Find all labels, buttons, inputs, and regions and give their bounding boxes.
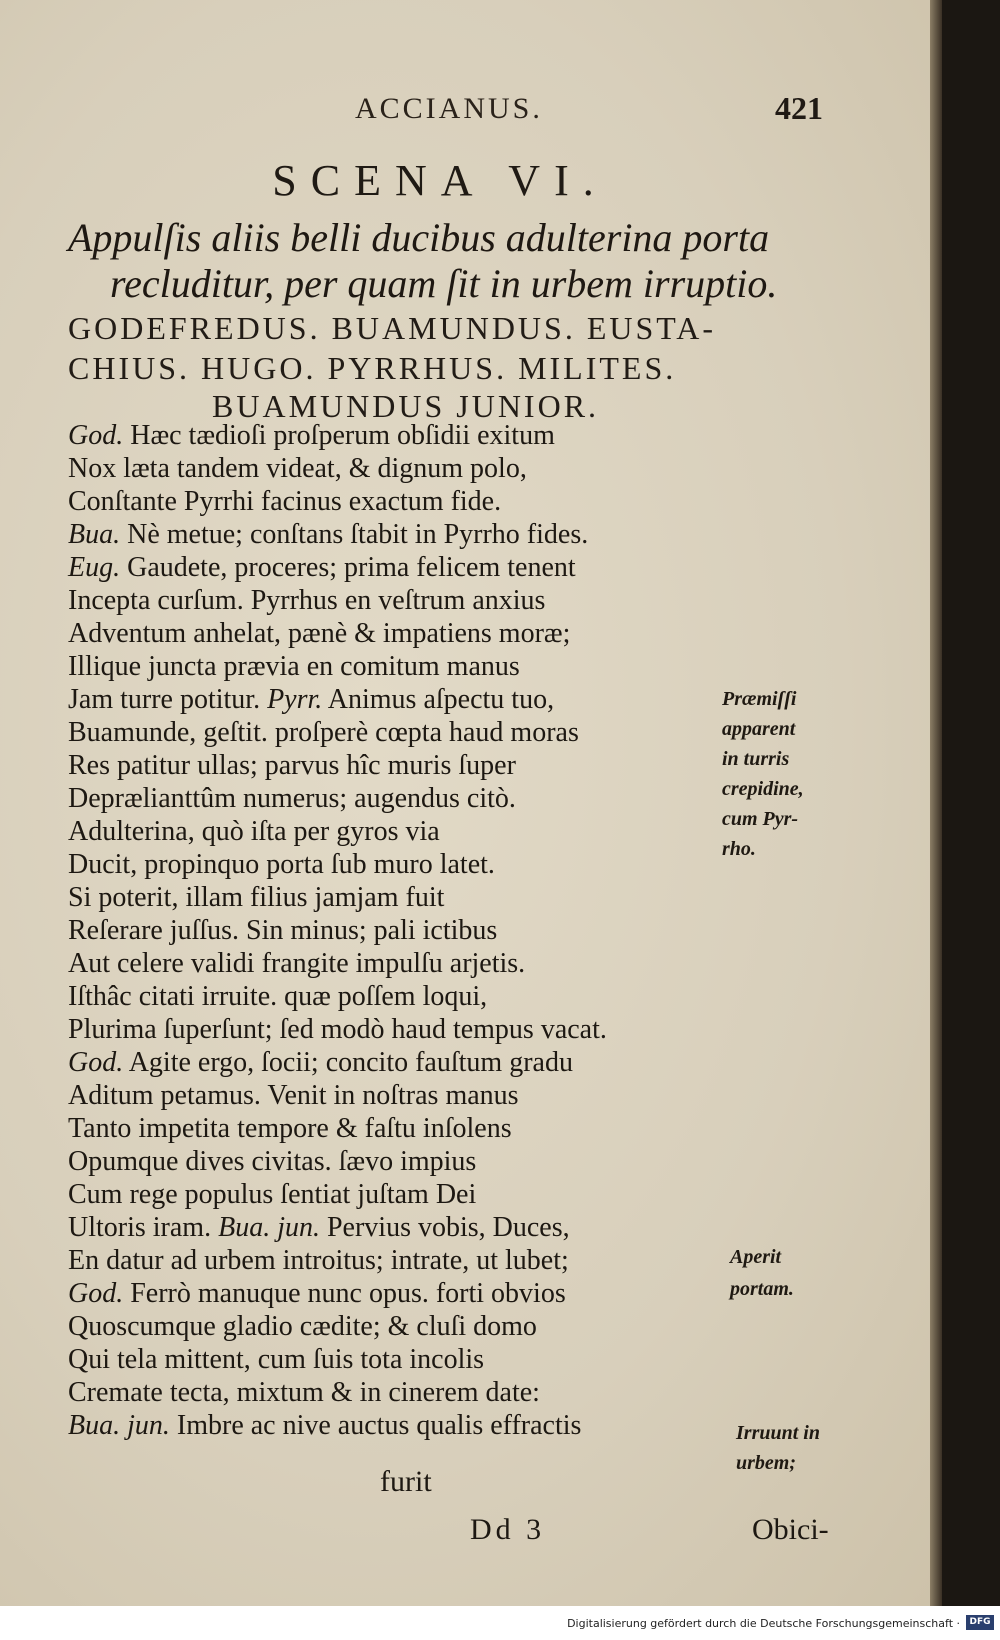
margin-note: rho. <box>722 838 756 860</box>
verse-line <box>68 818 440 846</box>
verse-line <box>68 950 525 978</box>
verse-text: Pervius vobis, Duces, <box>319 1212 570 1243</box>
verse-line <box>68 1280 566 1308</box>
verse-text: En datur ad urbem introitus; intrate, ut lubet; <box>68 1245 569 1276</box>
verse-text: Si poterit, illam filius jamjam fuit <box>68 882 445 913</box>
verse-line <box>68 785 516 813</box>
verse-text: Hæc tædioſi proſperum obſidii exitum <box>123 420 555 451</box>
verse-text: Conſtante Pyrrhi facinus exactum fide. <box>68 486 502 517</box>
verse-line <box>68 752 516 780</box>
speaker-label: Bua. <box>68 519 121 550</box>
verse-text: Imbre ac nive auctus qualis effractis <box>169 1410 582 1441</box>
verse-text: Adventum anhelat, pænè & impatiens moræ; <box>68 618 571 649</box>
verse-text: Gaudete, proceres; prima felicem tenent <box>120 552 576 583</box>
verse-line <box>68 884 444 912</box>
verse-line <box>68 1379 540 1407</box>
verse-text: Tanto impetita tempore & faſtu inſolens <box>68 1113 512 1144</box>
signature-mark: Dd 3 <box>470 1513 546 1546</box>
margin-note: in turris <box>722 748 790 770</box>
page-number: 421 <box>775 90 823 126</box>
scene-argument-line-2: recluditur, per quam ſit in urbem irruptio. <box>110 261 778 306</box>
catchword: Obici- <box>752 1513 829 1546</box>
verse-text: Incepta curſum. Pyrrhus en veſtrum anxius <box>68 585 546 616</box>
verse-text: Reſerare juſſus. Sin minus; pali ictibus <box>68 915 498 946</box>
margin-note: Præmiſſi <box>722 688 797 710</box>
verse-text: Plurima ſuperſunt; ſed modò haud tempus vacat. <box>68 1014 607 1045</box>
verse-line <box>68 1346 484 1374</box>
verse-line <box>68 1247 569 1275</box>
verse-text: Ultoris iram. <box>68 1212 219 1243</box>
verse-line <box>68 521 588 549</box>
speaker-label: Eug. <box>68 552 121 583</box>
verse-line <box>68 719 579 747</box>
dramatis-personae-line-1: GODEFREDUS. BUAMUNDUS. EUSTA- <box>68 310 717 346</box>
verse-text: Adulterina, quò iſta per gyros via <box>68 816 440 847</box>
verse-continuation: furit <box>380 1465 432 1498</box>
verse-text: Qui tela mittent, cum ſuis tota incolis <box>68 1344 485 1375</box>
margin-note: portam. <box>730 1278 794 1300</box>
page-edge-shadow <box>930 0 942 1606</box>
verse-line <box>68 686 554 714</box>
margin-note: apparent <box>722 718 796 740</box>
dfg-logo-icon: DFG <box>966 1615 994 1630</box>
dramatis-personae-line-2: CHIUS. HUGO. PYRRHUS. MILITES. <box>68 350 677 386</box>
verse-text: Cum rege populus ſentiat juſtam Dei <box>68 1179 477 1210</box>
verse-text: Aditum petamus. Venit in noſtras manus <box>68 1080 519 1111</box>
verse-text: Jam turre potitur. <box>68 684 268 715</box>
verse-line <box>68 1016 607 1044</box>
verse-text: Illique juncta prævia en comitum manus <box>68 651 520 682</box>
verse-line <box>68 1313 537 1341</box>
verse-line <box>68 1082 519 1110</box>
verse-text: Ducit, propinquo porta ſub muro latet. <box>68 849 495 880</box>
margin-note: Irruunt in <box>736 1422 820 1444</box>
verse-line <box>68 488 501 516</box>
verse-line <box>68 1049 573 1077</box>
verse-line <box>68 1148 476 1176</box>
verse-line <box>68 620 570 648</box>
speaker-label: God. <box>68 1278 124 1309</box>
verse-text: Cremate tecta, mixtum & in cinerem date: <box>68 1377 540 1408</box>
scene-argument-line-1: Appulſis aliis belli ducibus adulterina porta <box>68 215 770 260</box>
verse-text: Nè metue; conſtans ſtabit in Pyrrho fides. <box>120 519 589 550</box>
verse-line <box>68 1214 570 1242</box>
verse-text: Animus aſpectu tuo, <box>322 684 555 715</box>
margin-note: urbem; <box>736 1452 796 1474</box>
verse-line <box>68 554 576 582</box>
speaker-label: God. <box>68 420 124 451</box>
verse-line <box>68 422 555 450</box>
verse-text: Aut celere validi frangite impulſu arjetis. <box>68 948 526 979</box>
digitization-footer <box>0 1606 1000 1640</box>
verse-line <box>68 1115 512 1143</box>
verse-text: Iſthâc citati irruite. quæ poſſem loqui, <box>68 981 488 1012</box>
scene-title: SCENA VI. <box>272 156 608 205</box>
running-head: ACCIANUS. <box>355 92 543 125</box>
verse-text: Buamunde, geſtit. proſperè cœpta haud moras <box>68 717 579 748</box>
margin-note: Aperit <box>730 1246 782 1268</box>
verse-line <box>68 983 487 1011</box>
verse-text: Deprælianttûm numerus; augendus citò. <box>68 783 516 814</box>
verse-text: Res patitur ullas; parvus hîc muris ſuper <box>68 750 516 781</box>
verse-line <box>68 653 520 681</box>
speaker-label: Pyrr. <box>267 684 323 715</box>
funding-credit: Digitalisierung gefördert durch die Deutsche Forschungsgemeinschaft · <box>567 1617 960 1630</box>
verse-text: Nox læta tandem videat, & dignum polo, <box>68 453 527 484</box>
verse-text: Quoscumque gladio cædite; & cluſi domo <box>68 1311 537 1342</box>
margin-note: crepidine, <box>722 778 804 800</box>
verse-text: Opumque dives civitas. ſævo impius <box>68 1146 477 1177</box>
verse-line <box>68 587 545 615</box>
dramatis-personae-line-3: BUAMUNDUS JUNIOR. <box>212 388 600 424</box>
speaker-label: Bua. jun. <box>68 1410 170 1441</box>
verse-line <box>68 851 495 879</box>
verse-text: Ferrò manuque nunc opus. forti obvios <box>123 1278 566 1309</box>
speaker-label: God. <box>68 1047 124 1078</box>
verse-line <box>68 917 497 945</box>
verse-text: Agite ergo, ſocii; concito fauſtum gradu <box>123 1047 573 1078</box>
verse-line <box>68 455 527 483</box>
margin-note: cum Pyr- <box>722 808 799 830</box>
speaker-label: Bua. jun. <box>218 1212 320 1243</box>
verse-line <box>68 1412 581 1440</box>
verse-line <box>68 1181 476 1209</box>
